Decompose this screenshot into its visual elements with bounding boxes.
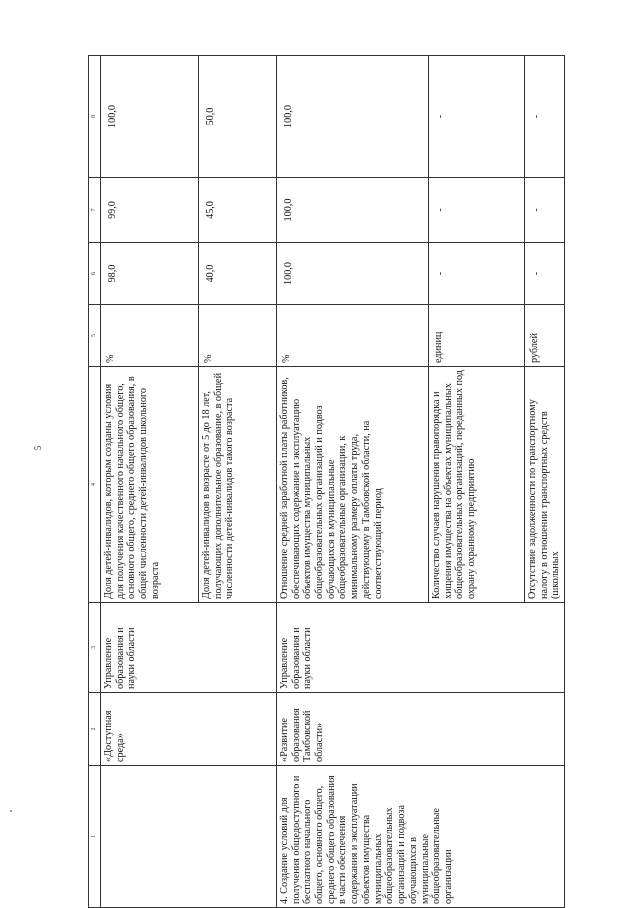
responsible-cell: Управление образования и науки области [100,603,276,693]
value-col-6: 98,0 [100,243,198,305]
header-col-1: 1 [89,766,101,908]
value-col-6: - [428,243,524,305]
indicator-text: Доля детей-инвалидов, которым созданы условия для получения качественного начального общего, основного общего, среднего общего образования, в общей численности детей-инвалидов школьного возраста [100,367,198,603]
indicator-text: Отношение средней заработной платы работников, обеспечивающих содержание и эксплуатацию объектов имущества муниципальных общеобразовательных организаций и подвоз обучающихся в муниципальные общеобразовательные организации, к минимальному размеру оплаты труда, действующему в Тамбовской области, на соответствующий период [276,367,428,603]
table-row [276,56,428,908]
page-number: 5 [33,445,43,451]
value-col-8: - [428,56,524,178]
indicator-text: Отсутствие задолженности по транспортному налогу в отношении транспортных средств (школьных [524,367,564,603]
indicator-text: Доля детей-инвалидов в возрасте от 5 до 18 лет, получающих дополнительное образование, в общей численности детей-инвалидов такого возраста [198,367,276,603]
task-cell: 4. Создание условий для получения общедоступного и бесплатного начального общего, основного общего, среднего общего образования в части обеспечения содержания и эксплуатации объектов имущества муниципальных общеобразовательных организаций и подвоза обучающихся в муниципальные общеобразовательные организации [276,766,564,908]
rotated-page-content [88,28,608,908]
header-col-2: 2 [89,693,101,766]
indicator-text: Количество случаев нарушения правопорядка и хищения имущества на объектах муниципальных общеобразовательных организаций, переданных под охрану охранному предприятию [428,367,524,603]
indicator-unit: рублей [524,305,564,367]
header-col-7: 7 [89,178,101,243]
value-col-7: 100,0 [276,178,428,243]
header-col-6: 6 [89,243,101,305]
value-col-8: 100,0 [276,56,428,178]
indicator-unit: % [276,305,428,367]
value-col-7: 45,0 [198,178,276,243]
indicator-unit: % [198,305,276,367]
scan-speck [10,810,12,812]
header-col-3: 3 [89,603,101,693]
indicator-unit: единиц [428,305,524,367]
empty-cell [100,766,276,908]
value-col-8: - [524,56,564,178]
value-col-6: - [524,243,564,305]
indicators-table [88,55,565,908]
header-col-4: 4 [89,367,101,603]
value-col-6: 100,0 [276,243,428,305]
program-name-cell: «Развитие образования Тамбовской области» [276,693,564,766]
value-col-7: - [428,178,524,243]
value-col-6: 40,0 [198,243,276,305]
header-col-5: 5 [89,305,101,367]
header-row [89,56,101,908]
program-name-cell: «Доступная среда» [100,693,276,766]
value-col-8: 100,0 [100,56,198,178]
indicator-unit: % [100,305,198,367]
responsible-cell: Управление образования и науки области [276,603,564,693]
value-col-7: 99,0 [100,178,198,243]
value-col-8: 50,0 [198,56,276,178]
header-col-8: 8 [89,56,101,178]
value-col-7: - [524,178,564,243]
table-row [100,56,198,908]
